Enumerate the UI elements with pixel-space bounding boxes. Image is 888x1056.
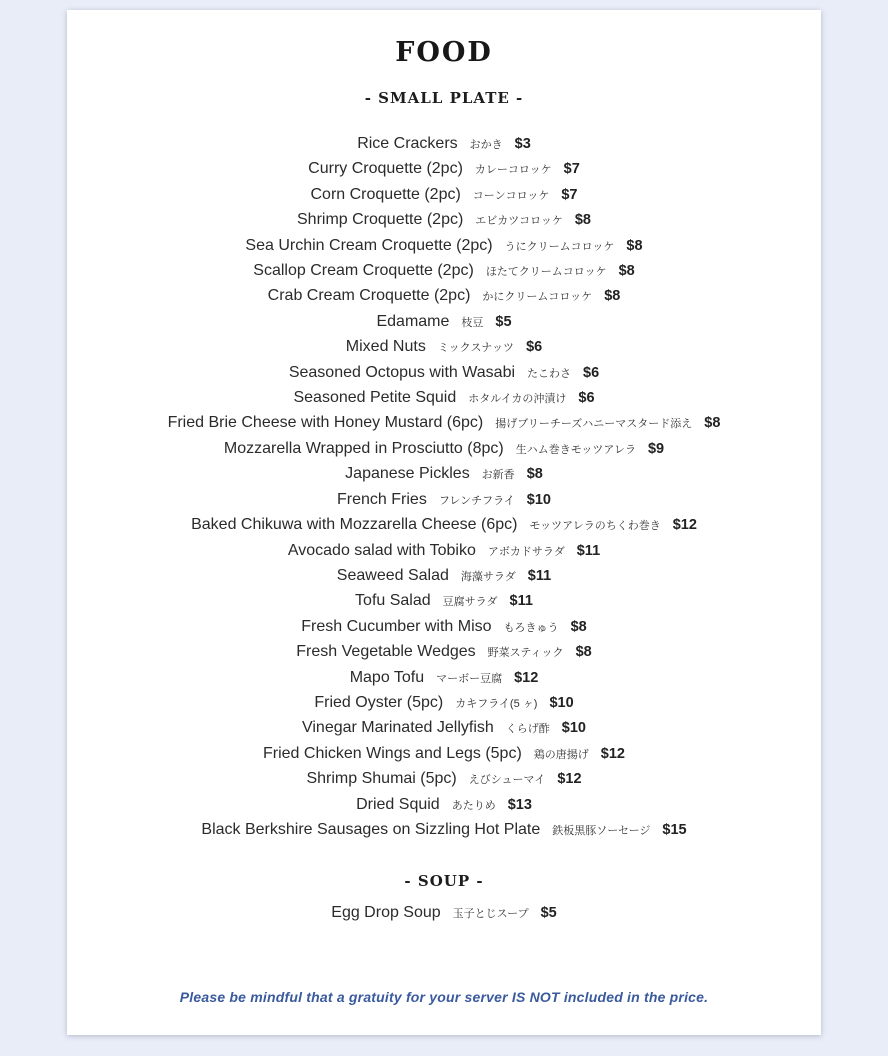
menu-item <box>87 539 801 564</box>
item-japanese-name: ミックスナッツ <box>437 342 515 355</box>
item-price: $8 <box>570 618 587 635</box>
item-japanese-name: モッツアレラのちくわ巻き <box>529 520 661 533</box>
item-name: Egg Drop Soup <box>331 904 441 922</box>
item-price: $8 <box>626 237 643 254</box>
menu-item <box>87 284 801 309</box>
item-name: Curry Croquette (2pc) <box>308 160 463 178</box>
menu-item <box>87 818 801 843</box>
item-japanese-name: 鉄板黒豚ソーセージ <box>552 824 651 837</box>
item-price: $8 <box>574 212 591 229</box>
menu-item <box>87 208 801 233</box>
item-japanese-name: くらげ酢 <box>505 723 550 736</box>
section-heading: - SOUP - <box>404 872 484 891</box>
item-price: $8 <box>604 288 621 305</box>
item-name: Crab Cream Croquette (2pc) <box>267 287 471 305</box>
item-list <box>87 901 801 926</box>
item-name: Avocado salad with Tobiko <box>287 541 476 559</box>
item-japanese-name: 揚げブリーチーズハニーマスタード添え <box>495 418 693 431</box>
menu-item <box>87 564 801 589</box>
item-price: $7 <box>563 161 580 178</box>
menu-item <box>87 361 801 386</box>
item-japanese-name: おかき <box>469 139 503 151</box>
menu-item <box>87 462 801 487</box>
item-price: $6 <box>526 339 543 356</box>
menu-page <box>67 10 821 1035</box>
menu-item <box>87 488 801 513</box>
item-japanese-name: 生ハム巻きモッツアレラ <box>515 443 636 456</box>
item-price: $6 <box>578 390 595 407</box>
menu-item <box>87 310 801 335</box>
menu-section <box>87 871 801 926</box>
menu-item <box>87 259 801 284</box>
menu-item <box>87 666 801 691</box>
item-japanese-name: あたりめ <box>451 799 496 812</box>
menu-item <box>87 901 801 926</box>
menu-item <box>87 335 801 360</box>
item-name: Fried Oyster (5pc) <box>314 693 444 711</box>
menu-sections <box>87 88 801 927</box>
page-title: FOOD <box>395 37 493 68</box>
item-name: Fresh Cucumber with Miso <box>301 617 492 635</box>
item-price: $12 <box>600 745 625 762</box>
item-japanese-name: マーボー豆腐 <box>436 672 503 685</box>
item-price: $15 <box>662 821 687 838</box>
item-name: Vinegar Marinated Jellyfish <box>301 719 494 737</box>
menu-item <box>87 742 801 767</box>
item-name: Fried Brie Cheese with Honey Mustard (6pc) <box>167 414 484 432</box>
item-japanese-name: フレンチフライ <box>438 494 515 507</box>
item-japanese-name: たこわさ <box>527 367 572 380</box>
item-price: $11 <box>527 567 552 584</box>
item-japanese-name: うにクリームコロッケ <box>504 240 615 253</box>
item-list <box>87 132 801 843</box>
item-name: Seaweed Salad <box>336 566 449 584</box>
item-price: $6 <box>583 364 600 381</box>
item-name: Mapo Tofu <box>349 668 425 686</box>
item-japanese-name: コーンコロッケ <box>472 189 550 202</box>
menu-item <box>87 615 801 640</box>
item-name: Black Berkshire Sausages on Sizzling Hot Plate <box>201 820 541 838</box>
item-name: Shrimp Shumai (5pc) <box>306 770 457 788</box>
item-name: Corn Croquette (2pc) <box>310 185 461 203</box>
menu-item <box>87 183 801 208</box>
item-price: $5 <box>495 313 512 330</box>
item-japanese-name: ほたてクリームコロッケ <box>485 266 607 279</box>
item-japanese-name: アボカドサラダ <box>487 545 565 558</box>
menu-item <box>87 234 801 259</box>
item-price: $8 <box>575 644 592 661</box>
gratuity-note: Please be mindful that a gratuity for your server IS NOT included in the price. <box>179 988 709 1005</box>
item-japanese-name: 豆腐サラダ <box>442 596 498 609</box>
item-name: Rice Crackers <box>357 135 458 152</box>
menu-item <box>87 437 801 462</box>
item-japanese-name: カキフライ(5 ヶ) <box>455 697 538 710</box>
menu-item <box>87 386 801 411</box>
item-name: Seasoned Octopus with Wasabi <box>288 363 516 381</box>
item-price: $7 <box>561 186 578 203</box>
item-japanese-name: 海藻サラダ <box>460 570 516 583</box>
item-price: $8 <box>526 466 543 483</box>
item-japanese-name: エビカツコロッケ <box>475 215 563 228</box>
item-price: $12 <box>514 669 539 686</box>
item-name: Fresh Vegetable Wedges <box>296 643 476 661</box>
item-price: $12 <box>672 517 697 534</box>
item-price: $10 <box>561 720 586 737</box>
menu-item <box>87 132 801 157</box>
section-heading: - SMALL PLATE - <box>364 89 524 107</box>
item-name: Baked Chikuwa with Mozzarella Cheese (6pc) <box>191 516 518 534</box>
menu-item <box>87 157 801 182</box>
menu-item <box>87 411 801 436</box>
item-name: Scallop Cream Croquette (2pc) <box>253 262 474 280</box>
menu-item <box>87 513 801 538</box>
item-japanese-name: 鶏の唐揚げ <box>533 748 589 761</box>
item-price: $9 <box>647 440 665 457</box>
item-name: Dried Squid <box>356 795 440 813</box>
item-price: $8 <box>618 263 635 280</box>
item-name: Edamame <box>376 312 450 330</box>
menu-item <box>87 640 801 665</box>
item-name: Mixed Nuts <box>345 338 426 356</box>
item-japanese-name: ホタルイカの沖漬け <box>468 393 567 406</box>
menu-item <box>87 691 801 716</box>
item-name: Sea Urchin Cream Croquette (2pc) <box>245 236 493 254</box>
menu-item <box>87 793 801 818</box>
menu-section <box>87 88 801 843</box>
item-name: Mozzarella Wrapped in Prosciutto (8pc) <box>223 439 504 457</box>
item-price: $10 <box>549 694 574 711</box>
item-japanese-name: えびシューマイ <box>468 774 546 787</box>
menu-item <box>87 589 801 614</box>
item-japanese-name: カレーコロッケ <box>474 164 552 177</box>
item-name: Seasoned Petite Squid <box>293 389 457 407</box>
item-japanese-name: 野菜スティック <box>487 647 564 660</box>
item-japanese-name: かにクリームコロッケ <box>482 291 593 304</box>
item-japanese-name: もろきゅう <box>503 621 559 634</box>
menu-item <box>87 767 801 792</box>
item-name: Shrimp Croquette (2pc) <box>297 211 464 229</box>
item-japanese-name: お新香 <box>481 469 515 482</box>
item-name: French Fries <box>337 490 427 508</box>
item-price: $3 <box>514 136 531 152</box>
item-price: $11 <box>509 593 533 610</box>
item-price: $8 <box>704 415 721 432</box>
menu-item <box>87 716 801 741</box>
item-price: $10 <box>526 491 551 508</box>
item-name: Fried Chicken Wings and Legs (5pc) <box>263 744 522 762</box>
item-japanese-name: 枝豆 <box>461 316 484 329</box>
item-name: Japanese Pickles <box>345 465 470 483</box>
item-price: $12 <box>557 771 582 788</box>
item-japanese-name: 玉子とじスープ <box>452 908 529 921</box>
item-price: $5 <box>540 905 557 922</box>
item-price: $13 <box>507 796 532 813</box>
item-price: $11 <box>576 542 601 559</box>
item-name: Tofu Salad <box>355 592 431 610</box>
